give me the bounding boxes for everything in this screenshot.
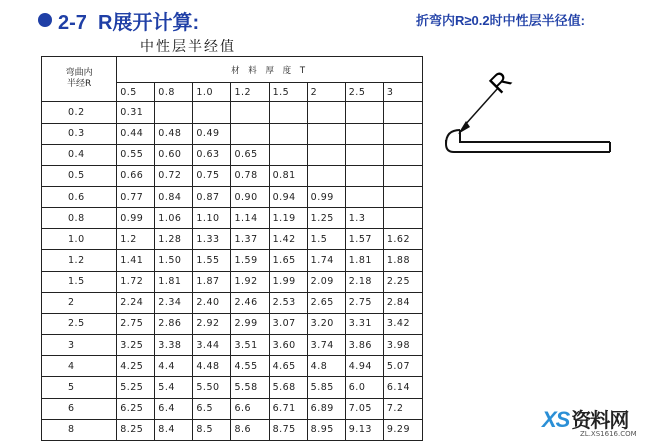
neutral-radius-cell (345, 144, 383, 165)
neutral-radius-cell: 1.92 (231, 271, 269, 292)
neutral-radius-cell: 1.14 (231, 208, 269, 229)
neutral-radius-cell: 8.6 (231, 419, 269, 440)
neutral-radius-cell: 2.75 (345, 292, 383, 313)
neutral-radius-cell: 1.72 (117, 271, 155, 292)
inner-radius-value: 6 (42, 398, 117, 419)
neutral-radius-cell: 4.48 (193, 356, 231, 377)
neutral-radius-cell (193, 102, 231, 123)
neutral-radius-cell: 5.4 (155, 377, 193, 398)
neutral-radius-cell: 6.4 (155, 398, 193, 419)
neutral-radius-cell: 9.13 (345, 419, 383, 440)
neutral-layer-radius-table (41, 56, 423, 441)
thickness-header: 材 料 厚 度 T (117, 57, 423, 83)
neutral-radius-cell: 4.65 (269, 356, 307, 377)
neutral-radius-cell: 2.86 (155, 313, 193, 334)
inner-radius-value: 1.5 (42, 271, 117, 292)
thickness-value: 0.5 (117, 83, 155, 102)
neutral-radius-cell: 0.90 (231, 186, 269, 207)
neutral-radius-cell: 6.71 (269, 398, 307, 419)
neutral-radius-cell: 2.92 (193, 313, 231, 334)
neutral-radius-cell: 1.55 (193, 250, 231, 271)
neutral-radius-cell (383, 144, 422, 165)
thickness-value: 1.0 (193, 83, 231, 102)
bend-outline (446, 140, 610, 152)
neutral-radius-cell: 8.5 (193, 419, 231, 440)
neutral-radius-cell: 4.94 (345, 356, 383, 377)
heading-text: 2-7 R展开计算: (58, 11, 200, 34)
neutral-radius-cell (345, 186, 383, 207)
neutral-radius-cell: 1.41 (117, 250, 155, 271)
inner-radius-value: 0.2 (42, 102, 117, 123)
neutral-radius-cell: 4.55 (231, 356, 269, 377)
neutral-radius-cell (345, 102, 383, 123)
neutral-radius-cell (269, 144, 307, 165)
table-row (42, 123, 423, 144)
table-row (42, 335, 423, 356)
inner-radius-value: 1.0 (42, 229, 117, 250)
neutral-radius-cell: 0.63 (193, 144, 231, 165)
bend-inner-edge (446, 144, 610, 152)
neutral-radius-cell: 7.05 (345, 398, 383, 419)
table-row (42, 102, 423, 123)
neutral-radius-cell: 3.51 (231, 335, 269, 356)
neutral-radius-cell: 8.75 (269, 419, 307, 440)
neutral-radius-cell: 1.99 (269, 271, 307, 292)
bend-outer-edge (460, 140, 610, 142)
neutral-radius-cell: 0.94 (269, 186, 307, 207)
neutral-radius-cell: 8.25 (117, 419, 155, 440)
neutral-radius-cell: 5.07 (383, 356, 422, 377)
neutral-radius-cell: 0.48 (155, 123, 193, 144)
table-row (42, 292, 423, 313)
neutral-radius-cell: 6.14 (383, 377, 422, 398)
neutral-radius-cell: 5.50 (193, 377, 231, 398)
neutral-radius-cell: 1.06 (155, 208, 193, 229)
neutral-radius-cell: 2.09 (307, 271, 345, 292)
neutral-radius-cell: 1.19 (269, 208, 307, 229)
neutral-radius-cell (269, 123, 307, 144)
neutral-radius-cell: 9.29 (383, 419, 422, 440)
table-row (42, 313, 423, 334)
inner-radius-value: 4 (42, 356, 117, 377)
neutral-radius-cell: 0.72 (155, 165, 193, 186)
neutral-radius-cell (231, 102, 269, 123)
neutral-radius-cell (307, 102, 345, 123)
thickness-value: 1.5 (269, 83, 307, 102)
neutral-radius-cell: 1.2 (117, 229, 155, 250)
neutral-radius-cell (345, 165, 383, 186)
table-row (42, 229, 423, 250)
neutral-radius-cell: 0.84 (155, 186, 193, 207)
neutral-radius-cell: 0.78 (231, 165, 269, 186)
neutral-radius-cell: 1.87 (193, 271, 231, 292)
neutral-radius-cell: 2.65 (307, 292, 345, 313)
watermark-url: ZL.XS1616.COM (580, 430, 637, 438)
neutral-radius-cell: 1.28 (155, 229, 193, 250)
inner-radius-value: 2.5 (42, 313, 117, 334)
neutral-radius-cell: 5.25 (117, 377, 155, 398)
neutral-radius-cell: 5.85 (307, 377, 345, 398)
neutral-radius-cell: 4.8 (307, 356, 345, 377)
neutral-radius-cell: 2.53 (269, 292, 307, 313)
neutral-radius-cell (307, 144, 345, 165)
neutral-radius-cell: 2.75 (117, 313, 155, 334)
bullet-dot-icon (38, 13, 52, 27)
neutral-radius-cell: 0.66 (117, 165, 155, 186)
neutral-radius-cell: 3.60 (269, 335, 307, 356)
neutral-radius-cell: 0.77 (117, 186, 155, 207)
table-caption: 中性层半经值 (140, 39, 236, 55)
neutral-radius-cell: 2.40 (193, 292, 231, 313)
neutral-radius-cell: 3.42 (383, 313, 422, 334)
table-row (42, 165, 423, 186)
neutral-radius-cell: 1.10 (193, 208, 231, 229)
neutral-radius-cell: 2.25 (383, 271, 422, 292)
table-row (42, 271, 423, 292)
thickness-value: 1.2 (231, 83, 269, 102)
inner-radius-value: 2 (42, 292, 117, 313)
neutral-radius-cell: 3.98 (383, 335, 422, 356)
table-row (42, 398, 423, 419)
table-row (42, 250, 423, 271)
neutral-radius-cell: 3.31 (345, 313, 383, 334)
neutral-radius-cell: 2.24 (117, 292, 155, 313)
neutral-radius-cell: 4.25 (117, 356, 155, 377)
neutral-radius-cell: 3.20 (307, 313, 345, 334)
neutral-radius-cell: 5.58 (231, 377, 269, 398)
neutral-radius-cell: 0.60 (155, 144, 193, 165)
neutral-radius-cell: 0.75 (193, 165, 231, 186)
neutral-radius-cell (307, 165, 345, 186)
neutral-radius-cell: 0.99 (307, 186, 345, 207)
neutral-radius-cell: 4.4 (155, 356, 193, 377)
radius-label: R (483, 64, 518, 100)
neutral-radius-cell: 1.3 (345, 208, 383, 229)
neutral-radius-cell: 3.44 (193, 335, 231, 356)
neutral-radius-cell: 0.49 (193, 123, 231, 144)
table-row (42, 144, 423, 165)
watermark (542, 404, 662, 444)
neutral-radius-cell: 1.81 (155, 271, 193, 292)
table-row (42, 208, 423, 229)
thickness-value: 2.5 (345, 83, 383, 102)
neutral-radius-cell: 0.44 (117, 123, 155, 144)
neutral-radius-cell: 6.6 (231, 398, 269, 419)
neutral-radius-cell: 5.68 (269, 377, 307, 398)
watermark-logo-latin: XS (542, 407, 570, 432)
neutral-radius-cell: 7.2 (383, 398, 422, 419)
neutral-radius-cell: 1.37 (231, 229, 269, 250)
table-row (42, 186, 423, 207)
neutral-radius-cell: 6.5 (193, 398, 231, 419)
bend-diagram (440, 48, 620, 158)
neutral-radius-cell: 1.59 (231, 250, 269, 271)
neutral-radius-cell (383, 186, 422, 207)
neutral-radius-cell (383, 102, 422, 123)
neutral-radius-cell: 6.89 (307, 398, 345, 419)
radius-arrowhead-icon (458, 121, 470, 134)
neutral-radius-cell: 0.81 (269, 165, 307, 186)
neutral-radius-cell: 2.99 (231, 313, 269, 334)
neutral-radius-cell: 2.18 (345, 271, 383, 292)
table-row (42, 356, 423, 377)
inner-radius-value: 1.2 (42, 250, 117, 271)
neutral-radius-cell: 8.4 (155, 419, 193, 440)
neutral-radius-cell: 0.87 (193, 186, 231, 207)
neutral-radius-cell (155, 102, 193, 123)
neutral-radius-cell: 3.38 (155, 335, 193, 356)
neutral-radius-cell: 1.57 (345, 229, 383, 250)
inner-radius-value: 0.5 (42, 165, 117, 186)
neutral-radius-cell: 1.65 (269, 250, 307, 271)
neutral-radius-cell: 3.07 (269, 313, 307, 334)
table-header-row (42, 57, 423, 83)
neutral-radius-cell (269, 102, 307, 123)
section-heading (38, 6, 199, 34)
neutral-radius-cell (383, 208, 422, 229)
thickness-value: 3 (383, 83, 422, 102)
neutral-radius-cell: 3.74 (307, 335, 345, 356)
neutral-radius-cell: 3.25 (117, 335, 155, 356)
neutral-radius-cell: 1.88 (383, 250, 422, 271)
inner-radius-value: 0.3 (42, 123, 117, 144)
inner-radius-value: 5 (42, 377, 117, 398)
inner-radius-value: 0.8 (42, 208, 117, 229)
neutral-radius-cell (307, 123, 345, 144)
neutral-radius-cell: 1.42 (269, 229, 307, 250)
neutral-radius-cell (231, 123, 269, 144)
neutral-radius-cell: 1.5 (307, 229, 345, 250)
bend-arc (446, 130, 460, 144)
neutral-radius-cell: 6.0 (345, 377, 383, 398)
neutral-radius-cell (345, 123, 383, 144)
neutral-radius-cell (383, 165, 422, 186)
table-row (42, 377, 423, 398)
neutral-radius-cell (383, 123, 422, 144)
neutral-radius-cell: 2.34 (155, 292, 193, 313)
inner-radius-value: 0.6 (42, 186, 117, 207)
neutral-radius-cell: 2.84 (383, 292, 422, 313)
neutral-radius-cell: 1.81 (345, 250, 383, 271)
inner-radius-header-line2: 半经R (66, 79, 92, 90)
neutral-radius-cell: 0.99 (117, 208, 155, 229)
watermark-logo-cn: 资料网 (571, 410, 629, 432)
neutral-radius-cell: 1.62 (383, 229, 422, 250)
inner-radius-value: 3 (42, 335, 117, 356)
inner-radius-value: 0.4 (42, 144, 117, 165)
watermark-logo (542, 404, 628, 433)
neutral-radius-cell: 1.74 (307, 250, 345, 271)
thickness-value: 0.8 (155, 83, 193, 102)
inner-radius-header-line1: 弯曲内 (65, 68, 93, 79)
neutral-radius-cell: 1.50 (155, 250, 193, 271)
table-row (42, 419, 423, 440)
radius-leader-line (464, 88, 498, 126)
inner-radius-header (42, 57, 117, 102)
neutral-radius-cell: 1.33 (193, 229, 231, 250)
neutral-radius-cell: 0.65 (231, 144, 269, 165)
thickness-value: 2 (307, 83, 345, 102)
inner-radius-value: 8 (42, 419, 117, 440)
neutral-radius-cell: 6.25 (117, 398, 155, 419)
neutral-radius-cell: 2.46 (231, 292, 269, 313)
neutral-radius-cell: 1.25 (307, 208, 345, 229)
neutral-layer-note: 折弯内R≥0.2时中性层半径值: (416, 13, 585, 28)
neutral-radius-cell: 3.86 (345, 335, 383, 356)
neutral-radius-cell: 8.95 (307, 419, 345, 440)
neutral-radius-cell: 0.31 (117, 102, 155, 123)
neutral-radius-cell: 0.55 (117, 144, 155, 165)
